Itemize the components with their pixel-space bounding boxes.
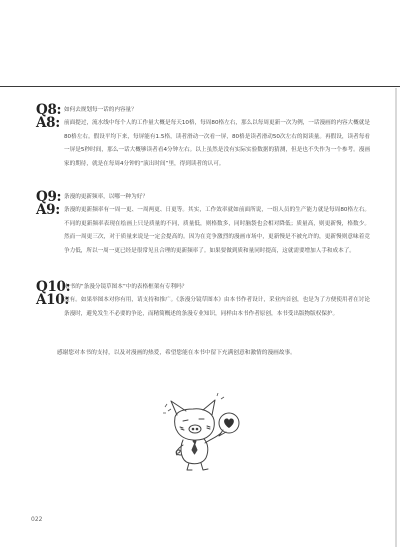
thanks-note: 感谢您对本书的支持，以及对漫画的热爱，希望您能在本书中留下充满创意和激情的漫画故事。: [57, 350, 296, 356]
answer-text: 前面提过，流水线中每个人的工作量大概是每天10格，每周80格左右，那么以每周更新一次为例，一话漫画的内容大概就是80格左右。假设平均下来，每屏能有1.5格，读者滑动一次看一屏，80格是读者滑动50次左右的阅读量。再假设，读者每看一屏是5秒时间，那么一话大概够读者看4分钟左右。以上虽然是没有实际实验数据的猜测，但是也不失作为一个参考。漫画家的期待，就是在每周4分钟的“演出时间”里，得到读者的认可。: [64, 120, 370, 167]
answer-tag: A9:: [36, 202, 60, 218]
header-rule: [0, 86, 400, 87]
question-tag: Q8:: [36, 102, 62, 118]
answer-tag: A10:: [36, 292, 70, 308]
question-tag: Q10:: [36, 279, 71, 295]
question-tag: Q9:: [36, 189, 62, 205]
answer-8: [36, 117, 370, 171]
question-10: [36, 281, 370, 294]
answer-tag: A8:: [36, 115, 60, 131]
page-number: 022: [31, 516, 43, 523]
answer-10: [36, 294, 370, 321]
question-8: [36, 104, 370, 117]
answer-text: 条漫的更新频率有一周一更、一周两更、日更等。其实，工作效率就如前面所说，一组人员的生产能力就是每周80格左右。不同的更新频率表现在绘画上只是质量的不同，质量低，则格数多，同时脑袋也会相对降低；质量高，则更新慢，格数少。然而一周更三次，对于质量来说是一定会提高的。因为在竞争激烈的漫画市场中，更新慢是不被允许的，更新慢则意味着竞争力低，所以一周一更已经是很常见且合理的更新频率了。如果要做到质和量同时提高，这就需要增加人手和成本了。: [64, 207, 370, 254]
answer-9: [36, 204, 370, 258]
qa-block-10: [36, 281, 370, 321]
pig-mascot-illustration: [137, 393, 255, 475]
answer-text: 没有。如果举图本对你有用，请支持和推广。《条漫分镜草图本》由本书作者设计，采业内首创，也是为了方便使用者在讨论条漫时，避免发生不必要的争论，而精简概述的条漫专业知识，同样由本书作者原创，本书受出版物版权保护。: [64, 297, 370, 317]
question-9: [36, 191, 370, 204]
question-text: 本书的“条漫分镜草图本”中的表格框架有专利吗？: [64, 284, 188, 290]
question-text: 如何去规划每一话的内容量？: [64, 107, 137, 113]
qa-block-9: [36, 191, 370, 258]
page-edge-shadow: [395, 88, 397, 547]
question-text: 条漫的更新频率，以哪一种为好？: [64, 194, 148, 200]
qa-block-8: [36, 104, 370, 171]
